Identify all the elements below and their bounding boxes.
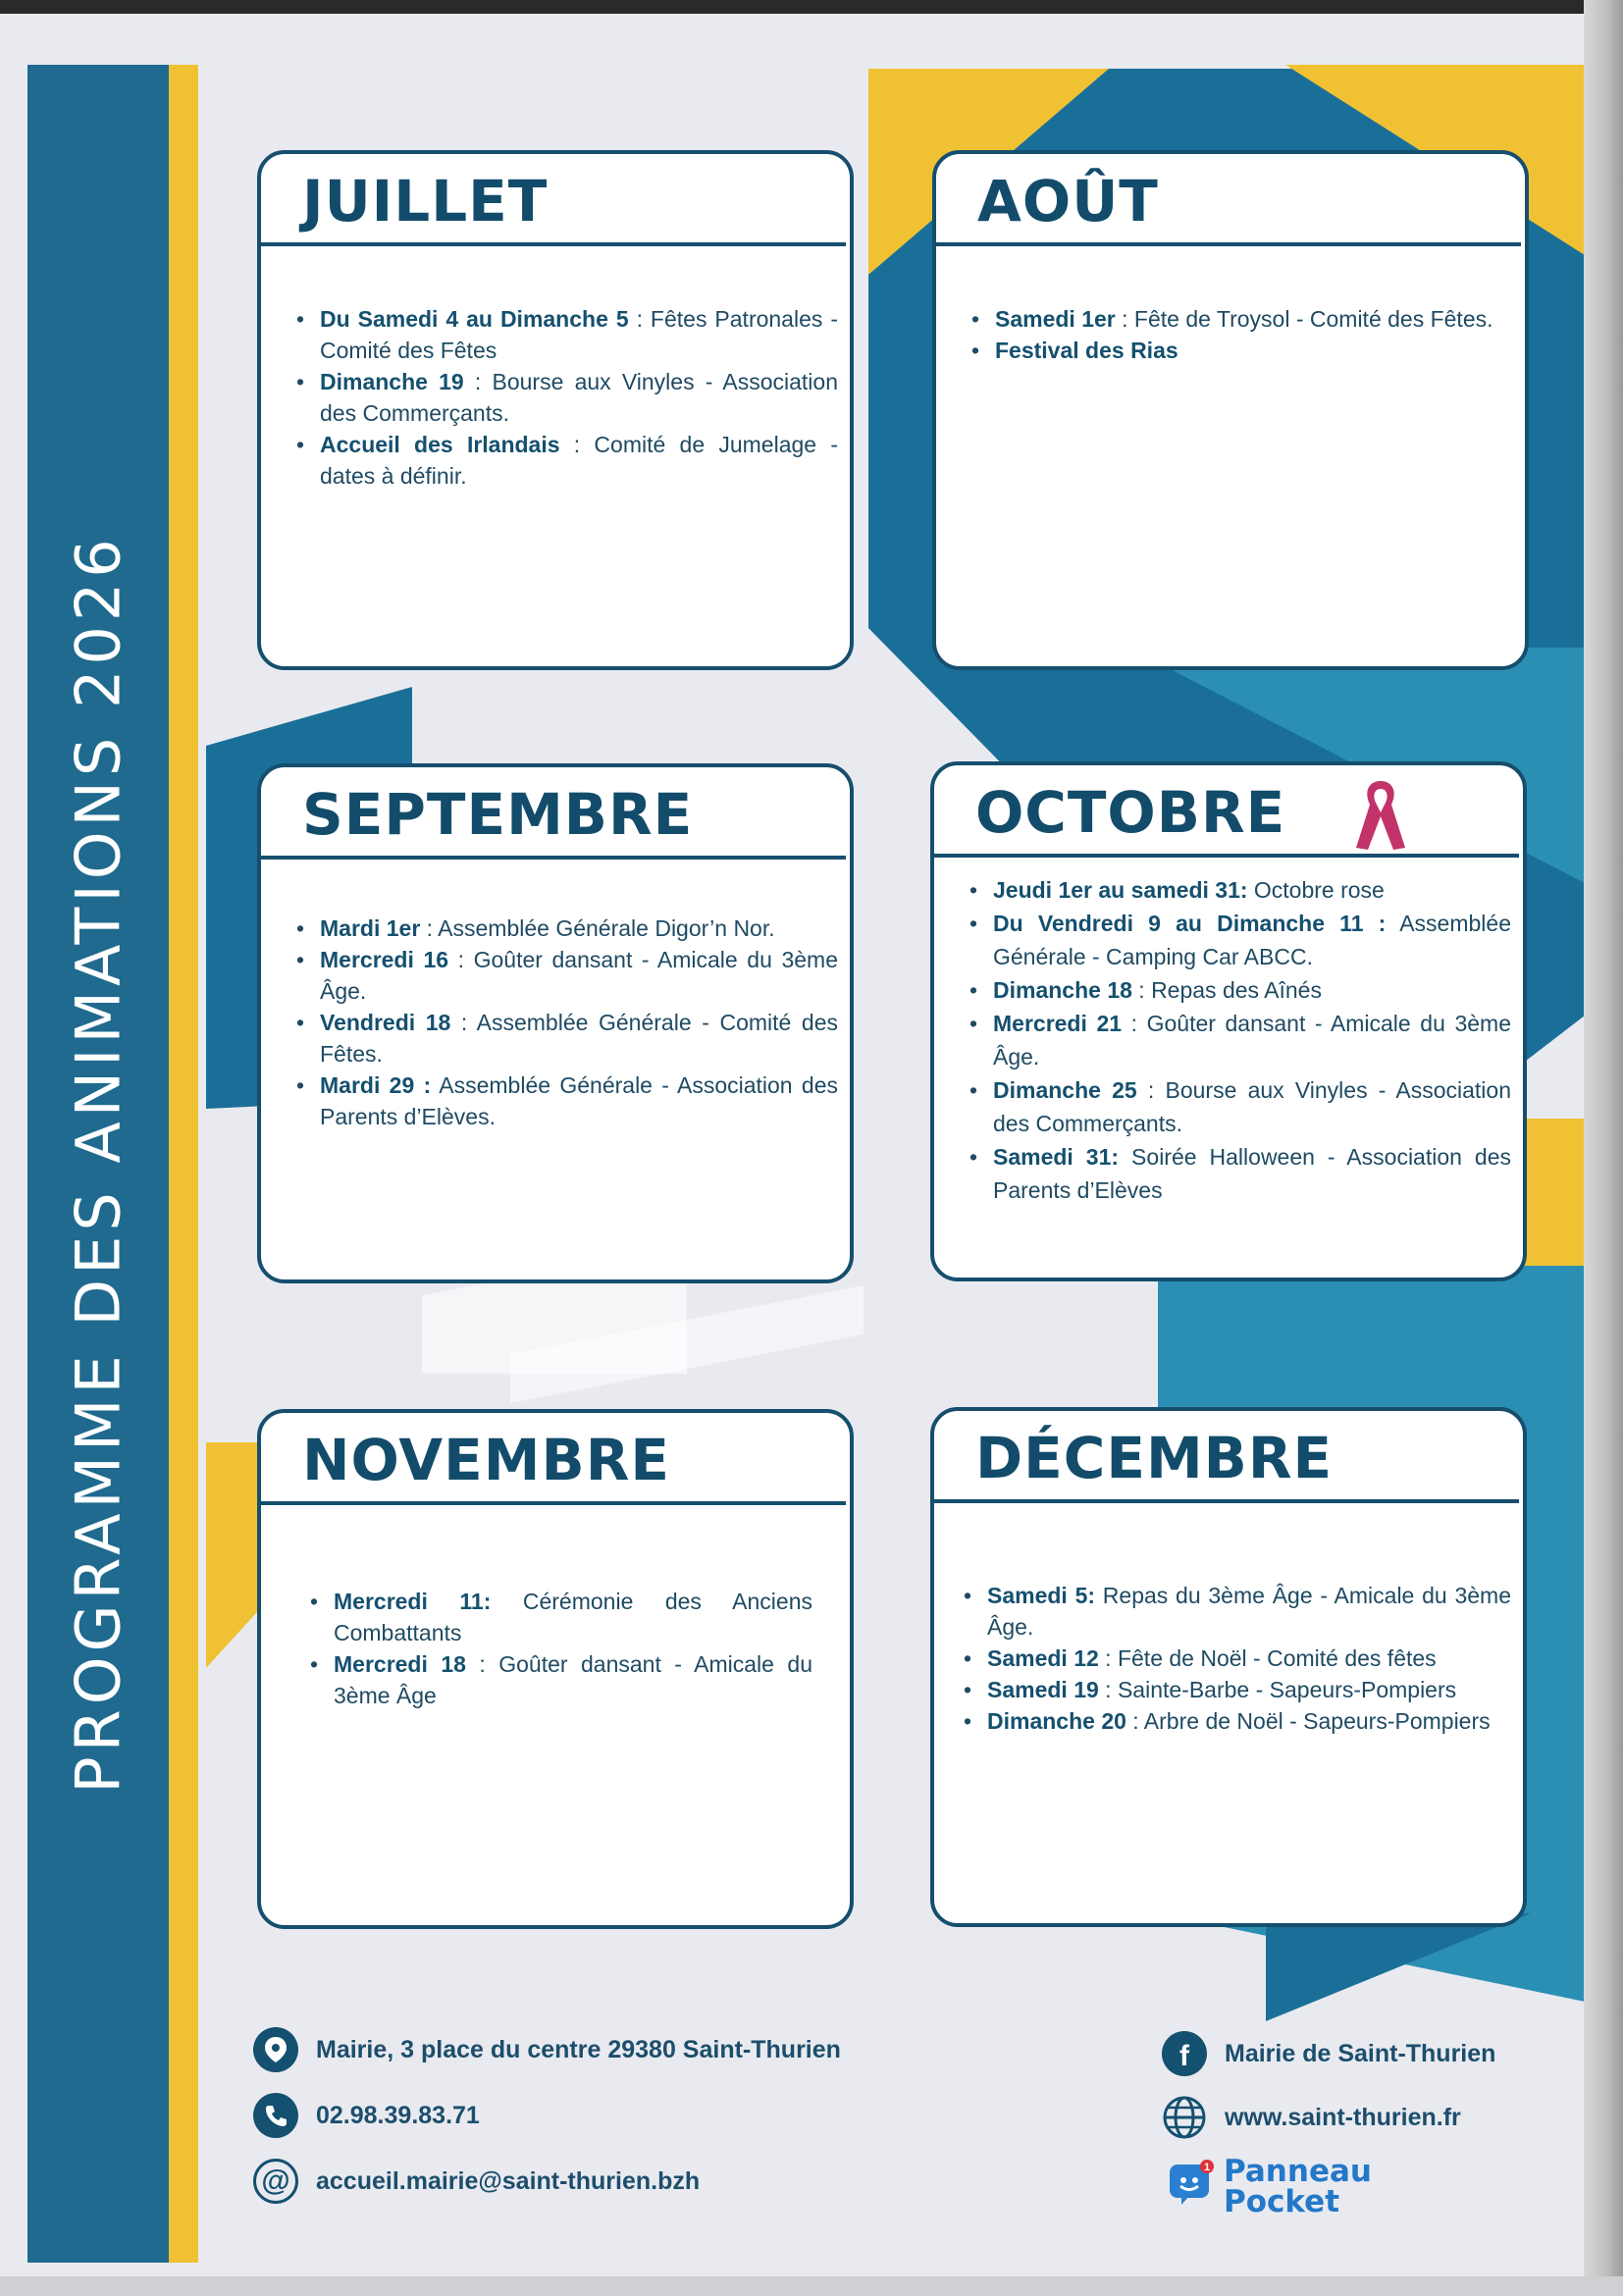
card-header: [261, 1413, 850, 1511]
event-list: [966, 1580, 1511, 1737]
event-item: • Mercredi 18 : Goûter dansant - Amicale du 3ème Âge: [334, 1648, 812, 1711]
footer-facebook: [1162, 2031, 1495, 2076]
month-title: DÉCEMBRE: [975, 1425, 1334, 1491]
event-item: • Dimanche 20 : Arbre de Noël - Sapeurs-Pompiers: [987, 1705, 1511, 1737]
event-item: • Dimanche 25 : Bourse aux Vinyles - Association des Commerçants.: [993, 1073, 1511, 1140]
month-card-aout: [932, 150, 1529, 670]
header-divider: [261, 242, 846, 246]
month-title: SEPTEMBRE: [302, 781, 694, 848]
event-list: [312, 1586, 812, 1711]
panneau-line: Panneau: [1224, 2154, 1372, 2189]
month-card-octobre: [930, 761, 1527, 1281]
card-header: [936, 154, 1525, 252]
month-title: OCTOBRE: [975, 779, 1286, 846]
footer-phone: [253, 2093, 480, 2138]
month-title: NOVEMBRE: [302, 1427, 671, 1493]
email-text[interactable]: accueil.mairie@saint-thurien.bzh: [316, 2166, 701, 2195]
footer-email: [253, 2159, 700, 2204]
globe-icon: [1162, 2095, 1207, 2140]
svg-text:1: 1: [1203, 2162, 1211, 2173]
event-list: [971, 873, 1511, 1207]
pink-ribbon-icon: [1346, 775, 1415, 854]
card-header: [934, 1411, 1523, 1509]
month-card-decembre: [930, 1407, 1527, 1927]
event-item: • Du Samedi 4 au Dimanche 5 : Fêtes Patronales - Comité des Fêtes: [320, 303, 838, 366]
header-divider: [261, 856, 846, 860]
event-item: • Mercredi 11: Cérémonie des Anciens Combattants: [334, 1586, 812, 1648]
event-item: • Mercredi 21 : Goûter dansant - Amicale du 3ème Âge.: [993, 1007, 1511, 1073]
panneau-pocket-text: [1224, 2154, 1372, 2219]
event-item: • Accueil des Irlandais : Comité de Jumelage - dates à définir.: [320, 429, 838, 492]
scan-right-edge: [1584, 0, 1623, 2296]
event-list: [298, 303, 838, 492]
phone-text[interactable]: 02.98.39.83.71: [316, 2101, 480, 2129]
card-header: [261, 767, 850, 865]
event-item: • Samedi 19 : Sainte-Barbe - Sapeurs-Pompiers: [987, 1674, 1511, 1705]
month-title: AOÛT: [977, 168, 1159, 235]
footer-website: [1162, 2095, 1461, 2140]
scan-bottom-edge: [0, 2276, 1623, 2296]
header-divider: [934, 854, 1519, 858]
address-text: Mairie, 3 place du centre 29380 Saint-Thurien: [316, 2035, 841, 2063]
event-item: • Vendredi 18 : Assemblée Générale - Comité des Fêtes.: [320, 1007, 838, 1070]
facebook-icon: f: [1162, 2031, 1207, 2076]
month-title: JUILLET: [302, 168, 549, 235]
header-divider: [261, 1501, 846, 1505]
event-item: • Festival des Rias: [995, 335, 1513, 366]
event-item: • Du Vendredi 9 au Dimanche 11 : Assemblée Générale - Camping Car ABCC.: [993, 907, 1511, 973]
event-item: • Samedi 5: Repas du 3ème Âge - Amicale du 3ème Âge.: [987, 1580, 1511, 1643]
map-pin-icon: [253, 2027, 298, 2072]
website-text[interactable]: www.saint-thurien.fr: [1225, 2103, 1461, 2131]
panneau-pocket-logo: [1168, 2159, 1215, 2206]
event-item: • Jeudi 1er au samedi 31: Octobre rose: [993, 873, 1511, 907]
side-title: PROGRAMME DES ANIMATIONS 2026: [62, 534, 134, 1794]
event-item: • Samedi 1er : Fête de Troysol - Comité des Fêtes.: [995, 303, 1513, 335]
card-header: [934, 765, 1523, 863]
month-card-juillet: [257, 150, 854, 670]
event-list: [973, 303, 1513, 366]
pocket-line: Pocket: [1224, 2184, 1340, 2219]
event-item: • Samedi 12 : Fête de Noël - Comité des fêtes: [987, 1643, 1511, 1674]
header-divider: [936, 242, 1521, 246]
month-card-septembre: [257, 763, 854, 1283]
phone-icon: [253, 2093, 298, 2138]
side-stripe: [169, 65, 198, 2263]
header-divider: [934, 1499, 1519, 1503]
event-item: • Mercredi 16 : Goûter dansant - Amicale du 3ème Âge.: [320, 944, 838, 1007]
at-sign-icon: @: [253, 2159, 298, 2204]
event-item: • Dimanche 19 : Bourse aux Vinyles - Association des Commerçants.: [320, 366, 838, 429]
event-item: • Samedi 31: Soirée Halloween - Association des Parents d’Elèves: [993, 1140, 1511, 1207]
facebook-text[interactable]: Mairie de Saint-Thurien: [1225, 2039, 1496, 2067]
footer-address: [253, 2027, 841, 2072]
month-card-novembre: [257, 1409, 854, 1929]
event-item: • Dimanche 18 : Repas des Aînés: [993, 973, 1511, 1007]
event-list: [298, 913, 838, 1132]
event-item: • Mardi 1er : Assemblée Générale Digor’n Nor.: [320, 913, 838, 944]
card-header: [261, 154, 850, 252]
event-item: • Mardi 29 : Assemblée Générale - Association des Parents d’Elèves.: [320, 1070, 838, 1132]
